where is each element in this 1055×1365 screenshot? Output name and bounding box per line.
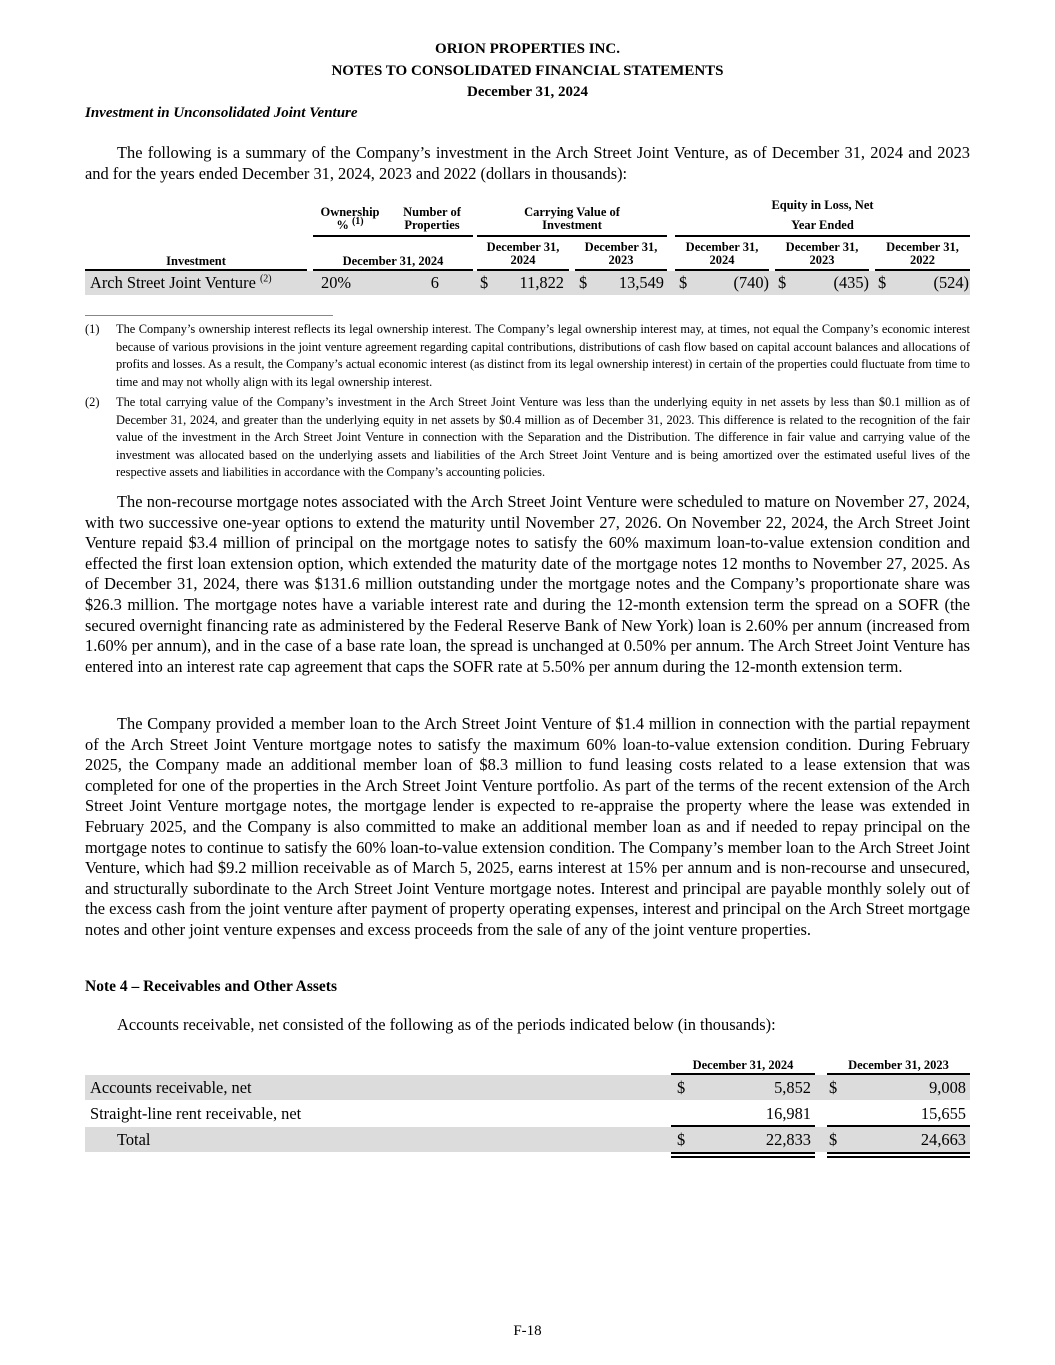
statement-date: December 31, 2024	[467, 84, 588, 100]
header-num-properties-line1: Number of	[403, 205, 461, 219]
header-as-of-date: December 31, 2024	[342, 254, 444, 268]
note4-title: Note 4 – Receivables and Other Assets	[85, 978, 337, 995]
header-el-2022-line1: December 31,	[886, 240, 959, 254]
note4-intro: Accounts receivable, net consisted of the following as of the periods indicated below (in thousands):	[117, 1015, 776, 1034]
header-cv-2023-line1: December 31,	[584, 240, 658, 254]
footnote-number: (2)	[85, 395, 100, 409]
cell-value-2023: 9,008	[929, 1078, 966, 1097]
cell-value-2024: 16,981	[765, 1104, 811, 1123]
row-label: Accounts receivable, net	[90, 1078, 252, 1097]
page-number: F-18	[513, 1323, 542, 1339]
header-cv-2024-line1: December 31,	[486, 240, 560, 254]
header-el-2024	[675, 241, 769, 267]
header-dec-2024: December 31, 2024	[692, 1058, 794, 1072]
footnote-text: The total carrying value of the Company’s investment in the Arch Street Joint Venture was less than the underlying equity in net assets by less than $0.1 million as of December 31, 2024, and greater than the underlying equity in net assets by $0.4 million as of December 31, 2023. This difference is related to the recognition of the fair value of the investment in the Arch Street Joint Venture in connection with the Separation and the Distribution. The difference in fair value and carrying value of the investment was allocated based on the underlying assets and liabilities of the Arch Street Joint Venture and is being amortized over the estimated useful lives of the respective assets and liabilities in accordance with the Company’s accounting policies.	[116, 395, 970, 479]
header-investment: Investment	[166, 254, 226, 268]
header-cv-2023	[575, 241, 667, 267]
header-equity-in-loss: Equity in Loss, Net	[771, 198, 874, 212]
row-label: Straight-line rent receivable, net	[90, 1104, 302, 1123]
header-year-ended: Year Ended	[791, 218, 854, 232]
mortgage-notes-paragraph: The non-recourse mortgage notes associated with the Arch Street Joint Venture were scheduled to mature on November 27, 2024, with two successive one-year options to extend the maturity until November 27, 2026. On November 22, 2024, the Arch Street Joint Venture repaid $3.4 million of principal on the mortgage notes to satisfy the 60% maximum loan-to-value extension condition and effected the first loan extension option, which extended the maturity date of the mortgage notes 12 months to November 27, 2025. As of December 31, 2024, there was $131.6 million outstanding under the mortgage notes and the Company’s proportionate share was $26.3 million. The mortgage notes have a variable interest rate and during the 12-month extension term the spread on a SOFR (the secured overnight financing rate as administered by the Federal Reserve Bank of New York) loan is 2.60% per annum (increased from 1.60% per annum), and in the case of a base rate loan, the spread is unchanged at 0.50% per annum. The Arch Street Joint Venture has entered into an interest rate cap agreement that caps the SOFR rate at 5.50% per annum during the 12-month extension term.	[85, 492, 970, 676]
cell-currency: $	[778, 273, 787, 292]
cell-value-2024: 5,852	[774, 1078, 811, 1097]
footnote-text: The Company’s ownership interest reflects its legal ownership interest. The Company’s legal ownership interest may, at times, not equal the Company’s economic interest because of various provisions in the joint venture agreement regarding capital contributions, distributions of cash flow based on capital account balances and allocations of profits and losses. As a result, the Company’s actual economic interest (as distinct from its legal ownership interest) in certain of the properties could fluctuate from time to time and may not wholly align with its legal ownership interest.	[116, 322, 970, 389]
cell-currency: $	[579, 273, 588, 292]
cell-investment-name: Arch Street Joint Venture $^{(2)}$	[90, 273, 272, 292]
cell-currency: $	[878, 273, 887, 292]
header-cv-2024-line2: 2024	[510, 253, 536, 267]
cell-currency: $	[829, 1078, 838, 1097]
receivables-table	[85, 1055, 970, 1165]
cell-el-2024: (740)	[733, 273, 769, 292]
header-el-2024-line1: December 31,	[685, 240, 759, 254]
cell-currency: $	[829, 1130, 838, 1149]
footnote-1	[85, 321, 970, 391]
section-title: Investment in Unconsolidated Joint Venture	[85, 105, 358, 121]
header-ownership-line1: Ownership	[320, 205, 380, 219]
cell-ownership: 20%	[321, 273, 352, 292]
header-number-of-properties	[391, 206, 473, 232]
footnote-number: (1)	[85, 322, 100, 336]
table-row-total	[85, 1127, 970, 1152]
header-el-2022-line2: 2022	[910, 253, 935, 267]
header-cv-2024	[477, 241, 569, 267]
rule-equity-loss	[675, 235, 970, 237]
intro-paragraph: The following is a summary of the Company’s investment in the Arch Street Joint Venture, as of December 31, 2024 and 2023 and for the years ended December 31, 2024, 2023 and 2022 (dollars in thousands):	[85, 143, 970, 183]
header-el-2022	[875, 241, 970, 267]
header-dec-2023: December 31, 2023	[848, 1058, 949, 1072]
cell-num-properties: 6	[430, 273, 439, 292]
company-name: ORION PROPERTIES INC.	[435, 41, 620, 57]
header-carrying-value	[477, 206, 667, 232]
cell-currency: $	[677, 1130, 686, 1149]
cell-total-2024: 22,833	[765, 1130, 811, 1149]
cell-currency: $	[679, 273, 688, 292]
cell-el-2022: (524)	[933, 273, 969, 292]
header-cv-2023-line2: 2023	[608, 253, 634, 267]
row-label-total: Total	[117, 1130, 151, 1149]
header-el-2023-line1: December 31,	[785, 240, 859, 254]
cell-value-2023: 15,655	[920, 1104, 966, 1123]
header-el-2024-line2: 2024	[709, 253, 735, 267]
cell-total-2023: 24,663	[920, 1130, 966, 1149]
rule-carrying-value	[477, 235, 667, 237]
double-rule-2023	[827, 1152, 970, 1158]
header-num-properties-line2: Properties	[404, 218, 460, 232]
statement-title: NOTES TO CONSOLIDATED FINANCIAL STATEMENTS	[331, 63, 724, 79]
header-carrying-value-line2: Investment	[542, 218, 602, 232]
header-carrying-value-line1: Carrying Value of	[524, 205, 620, 219]
joint-venture-table	[85, 196, 970, 296]
footnote-ref-2: (2)	[259, 273, 272, 285]
cell-el-2023: (435)	[833, 273, 869, 292]
rule-as-of	[313, 235, 473, 237]
header-el-2023	[775, 241, 869, 267]
cell-currency: $	[480, 273, 489, 292]
cell-currency: $	[677, 1078, 686, 1097]
cell-cv-2024: 11,822	[519, 273, 564, 292]
member-loan-paragraph: The Company provided a member loan to the Arch Street Joint Venture of $1.4 million in connection with the partial repayment of the Arch Street Joint Venture mortgage notes to satisfy the maximum 60% loan-to-value extension condition. During February 2025, the Company made an additional member loan of $8.3 million to fund leasing costs related to a lease extension that was completed for one of the properties in the Arch Street Joint Venture portfolio. As part of the terms of the recent extension of the Arch Street Joint Venture mortgage notes, the mortgage lender is expected to re-appraise the property where the lease was extended in February 2025, and the Company is also committed to make an additional member loan as and if needed to repay principal on the mortgage notes to continue to satisfy the 60% loan-to-value extension condition. The Company’s member loan to the Arch Street Joint Venture, which had $9.2 million receivable as of March 5, 2025, earns interest at 15% per annum and is non-recourse and unsecured, and structurally subordinate to the Arch Street Joint Venture mortgage notes. Interest and principal are payable monthly solely out of the excess cash from the joint venture after payment of property operating expenses, interest and principal on the Arch Street mortgage notes and other joint venture expenses and excess proceeds from the sale of any of the joint venture properties.	[85, 714, 970, 939]
footnote-2	[85, 394, 970, 482]
footnote-ref-1: (1)	[351, 215, 364, 227]
footnote-divider	[85, 315, 333, 316]
cell-cv-2023: 13,549	[618, 273, 664, 292]
header-ownership	[313, 206, 387, 232]
header-ownership-line2: % $^{(1)}$	[336, 215, 364, 232]
header-el-2023-line2: 2023	[809, 253, 835, 267]
double-rule-2024	[671, 1152, 815, 1158]
